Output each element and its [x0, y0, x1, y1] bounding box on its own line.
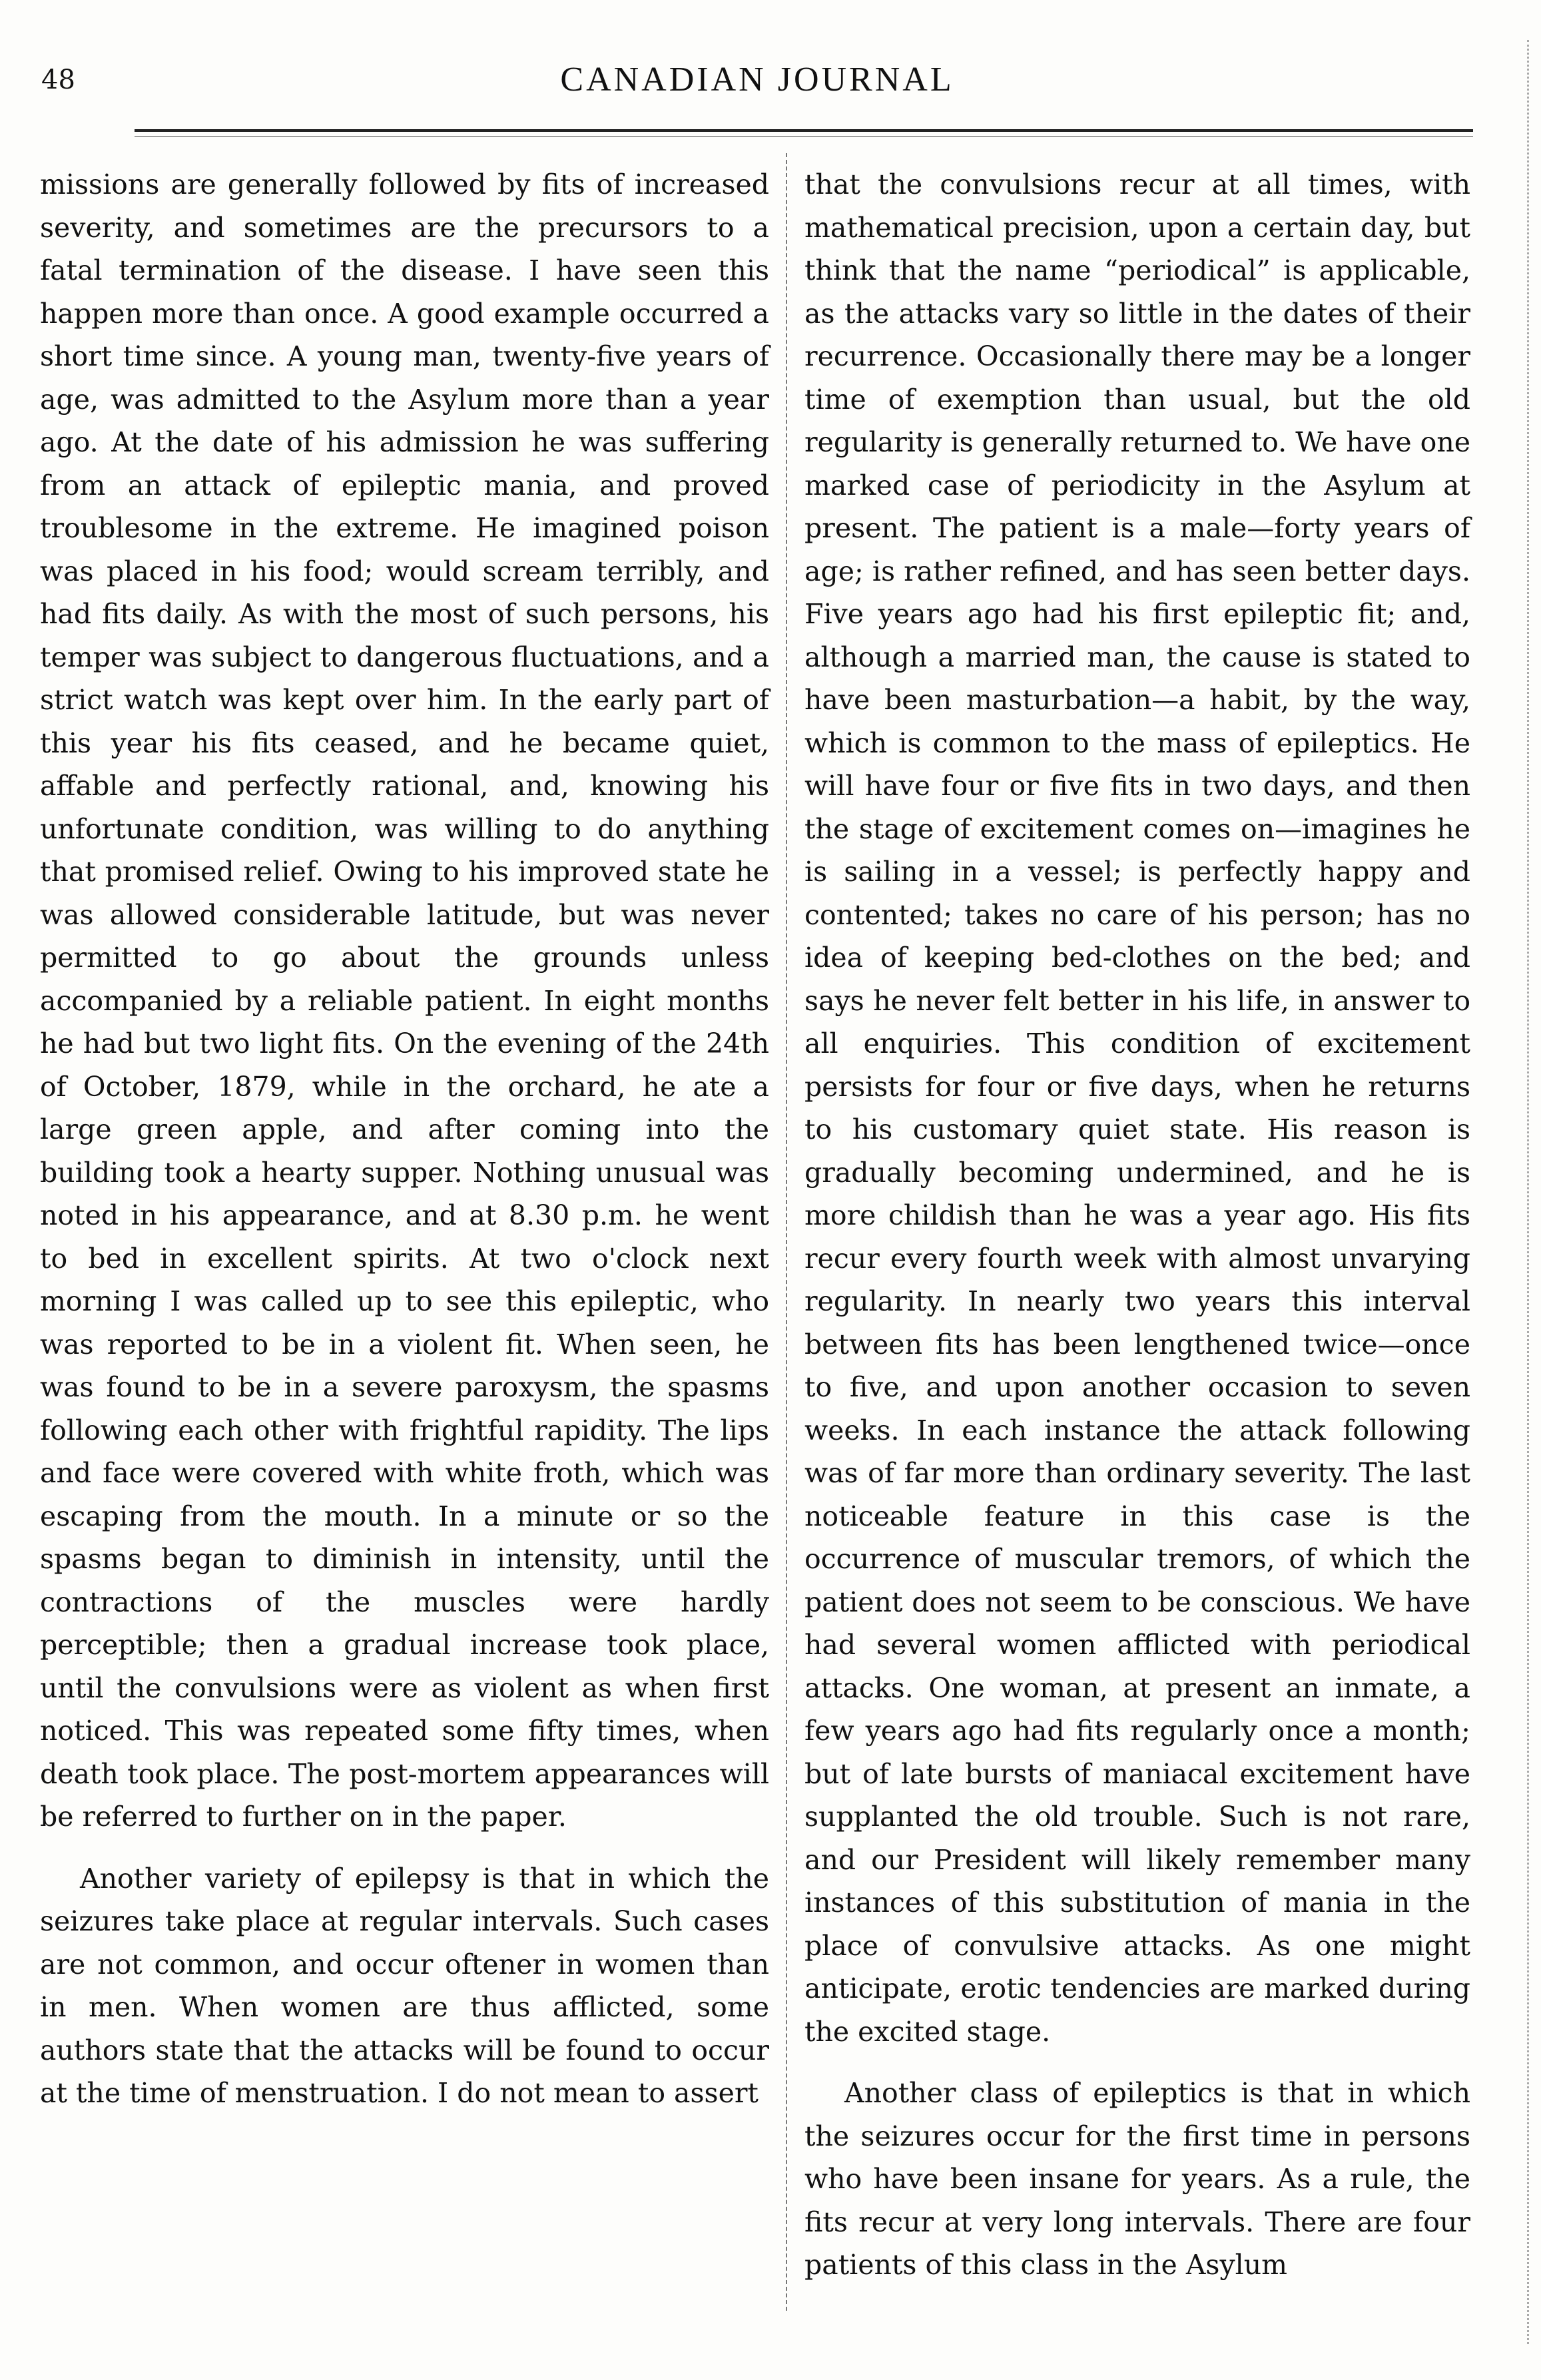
paragraph: Another class of epileptics is that in which the seizures occur for the first time in persons who have been insane for years. As a rule, the fits recur at very long intervals. There are four patients of this class in the Asylum [804, 2077, 1470, 2281]
paragraph: missions are generally followed by fits of increased severity, and sometimes are the precursors to a fatal termination of the disease. I have seen this happen more than once. A good example occurred a short time since. A young man, twenty-five years of age, was admitted to the Asylum more than a year ago. At the date of his admission he was suffering from an attack of epileptic mania, and proved troublesome in the extreme. He imagined poison was placed in his food; would scream terribly, and had fits daily. As with the most of such persons, his temper was subject to dangerous fluctuations, and a strict watch was kept over him. In the early part of this year his fits ceased, and he became quiet, affable and perfectly rational, and, knowing his unfortunate condition, was willing to do anything that promised relief. Owing to his improved state he was allowed considerable latitude, but was never permitted to go about the grounds unless accompanied by a reliable patient. In eight months he had but two light fits. On the evening of the 24th of October, 1879, while in the orchard, he ate a large green apple, and after coming into the building took a hearty supper. Nothing unusual was noted in his appearance, and at 8.30 p.m. he went to bed in excellent spirits. At two o'clock next morning I was called up to see this epileptic, who was reported to be in a violent fit. When seen, he was found to be in a severe paroxysm, the spasms following each other with frightful rapidity. The lips and face were covered with white froth, which was escaping from the mouth. In a minute or so the spasms began to diminish in intensity, until the contractions of the muscles were hardly perceptible; then a gradual increase took place, until the convulsions were as violent as when first noticed. This was repeated some fifty times, when death took place. The post-mortem appearances will be referred to further on in the paper. [40, 168, 769, 1833]
page-edge [1518, 40, 1529, 2344]
page-header [41, 60, 1473, 120]
left-column [40, 163, 769, 2115]
header-rule [135, 129, 1473, 132]
page-number: 48 [41, 65, 75, 95]
header-rule-thin [135, 136, 1473, 137]
column-divider [786, 153, 787, 2311]
running-head: CANADIAN JOURNAL [560, 61, 954, 99]
paragraph: Another variety of epilepsy is that in which the seizures take place at regular intervals. Such cases are not common, and occur oftener in women than in men. When women are thus afflicted, some authors state that the attacks will be found to occur at the time of menstruation. I do not mean to assert [40, 1862, 769, 2109]
paragraph: that the convulsions recur at all times, with mathematical precision, upon a certain day, but think that the name “periodical” is applicable, as the attacks vary so little in the dates of their recurrence. Occasionally there may be a longer time of exemption than usual, but the old regularity is generally returned to. We have one marked case of periodicity in the Asylum at present. The patient is a male—forty years of age; is rather refined, and has seen better days. Five years ago had his first epileptic fit; and, although a married man, the cause is stated to have been masturbation—a habit, by the way, which is common to the mass of epileptics. He will have four or five fits in two days, and then the stage of excitement comes on—imagines he is sailing in a vessel; is perfectly happy and contented; takes no care of his person; has no idea of keeping bed-clothes on the bed; and says he never felt better in his life, in answer to all enquiries. This condition of excitement persists for four or five days, when he returns to his customary quiet state. His reason is gradually becoming undermined, and he is more childish than he was a year ago. His fits recur every fourth week with almost unvarying regularity. In nearly two years this interval between fits has been lengthened twice—once to five, and upon another occasion to seven weeks. In each instance the attack following was of far more than ordinary severity. The last noticeable feature in this case is the occurrence of muscular tremors, of which the patient does not seem to be conscious. We have had several women afflicted with periodical attacks. One woman, at present an inmate, a few years ago had fits regularly once a month; but of late bursts of maniacal excitement have supplanted the old trouble. Such is not rare, and our President will likely remember many instances of this substitution of mania in the place of convulsive attacks. As one might anticipate, erotic tendencies are marked during the excited stage. [804, 168, 1470, 2048]
right-column [804, 163, 1470, 2287]
